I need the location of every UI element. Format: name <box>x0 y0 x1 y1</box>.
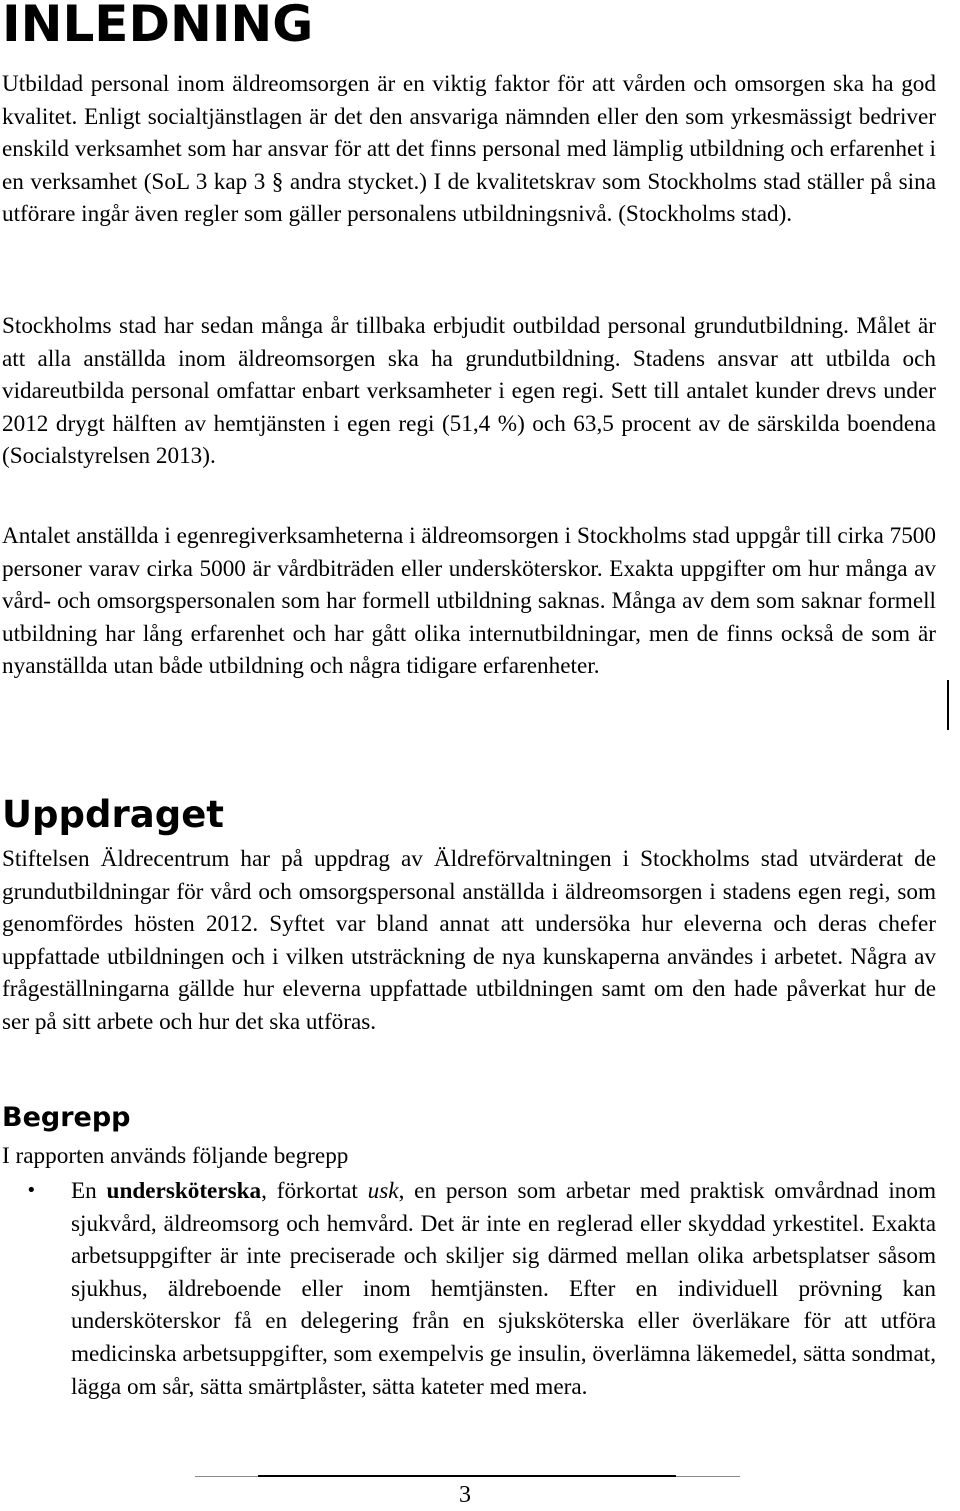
paragraph-uppdraget: Stiftelsen Äldrecentrum har på uppdrag av Äldreförvaltningen i Stockholms stad utvärderat de grundutbildningar för vård och omsorgspersonal anställda i äldreomsorgen i stadens egen regi, som genomfördes hösten 2012. Syftet var bland annat att undersöka hur eleverna och deras chefer uppfattade utbildningen och i vilken utsträckning de nya kunskaperna användes i arbetet. Några av frågeställningarna gällde hur eleverna uppfattade utbildningen samt om den hade påverkat hur de ser på sitt arbete och hur det ska utföras. <box>2 846 936 1035</box>
definition-lead: En <box>71 1178 107 1204</box>
definition-mid: , förkortat <box>261 1178 368 1204</box>
page-number: 3 <box>459 1482 471 1508</box>
paragraph-begrepp-intro: I rapporten används följande begrepp <box>2 1143 349 1169</box>
footer-rule-accent <box>258 1475 676 1477</box>
bullet-icon: • <box>26 1180 37 1201</box>
definition-term: undersköterska <box>106 1178 262 1204</box>
definition-text: , en person som arbetar med praktisk omvårdnad inom sjukvård, äldreomsorg och hemvård. Det är inte en reglerad eller skyddad yrkestitel. Exakta arbetsuppgifter är inte preciserade och skiljer sig därmed mellan olika arbetsplatser såsom sjukhus, äldreboende eller inom hemtjänsten. Efter en individuell prövning kan undersköterskor få en delegering från en sjuksköterska eller överläkare för att utföra medicinska arbetsuppgifter, som exempelvis ge insulin, överlämna läkemedel, sätta sondmat, lägga om sår, sätta smärtplåster, sätta kateter med mera. <box>71 1178 936 1400</box>
revision-bar <box>947 680 949 730</box>
heading-begrepp: Begrepp <box>2 1102 131 1133</box>
paragraph-intro: Utbildad personal inom äldreomsorgen är en viktig faktor för att vården och omsorgen ska ha god kvalitet. Enligt socialtjänstlagen är det den ansvariga nämnden eller den som yrkesmässigt bedriver enskild verksamhet som har ansvar för att det finns personal med lämplig utbildning och erfarenhet i en verksamhet (SoL 3 kap 3 § andra stycket.) I de kvalitetskrav som Stockholms stad ställer på sina utförare ingår även regler som gäller personalens utbildningsnivå. (Stockholms stad). <box>2 71 936 228</box>
definition-list <box>0 1175 936 1403</box>
list-item <box>0 1175 936 1403</box>
heading-uppdraget: Uppdraget <box>2 793 224 836</box>
paragraph-grundutbildning: Stockholms stad har sedan många år tillbaka erbjudit outbildad personal grundutbildning. Målet är att alla anställda inom äldreomsorgen ska ha grundutbildning. Stadens ansvar att utbilda och vidareutbilda personal omfattar enbart verksamheter i egen regi. Sett till antalet kunder drevs under 2012 drygt hälften av hemtjänsten i egen regi (51,4 %) och 63,5 procent av de särskilda boendena (Socialstyrelsen 2013). <box>2 313 936 470</box>
definition-abbr: usk <box>367 1178 399 1204</box>
paragraph-anstallda: Antalet anställda i egenregiverksamheterna i äldreomsorgen i Stockholms stad uppgår till cirka 7500 personer varav cirka 5000 är vårdbiträden eller undersköterskor. Exakta uppgifter om hur många av vård- och omsorgspersonalen som har formell utbildning saknas. Många av dem som saknar formell utbildning har lång erfarenhet och har gått olika internutbildningar, men de finns också de som är nyanställda utan både utbildning och några tidigare erfarenheter. <box>2 523 936 680</box>
heading-inledning: INLEDNING <box>2 0 314 53</box>
